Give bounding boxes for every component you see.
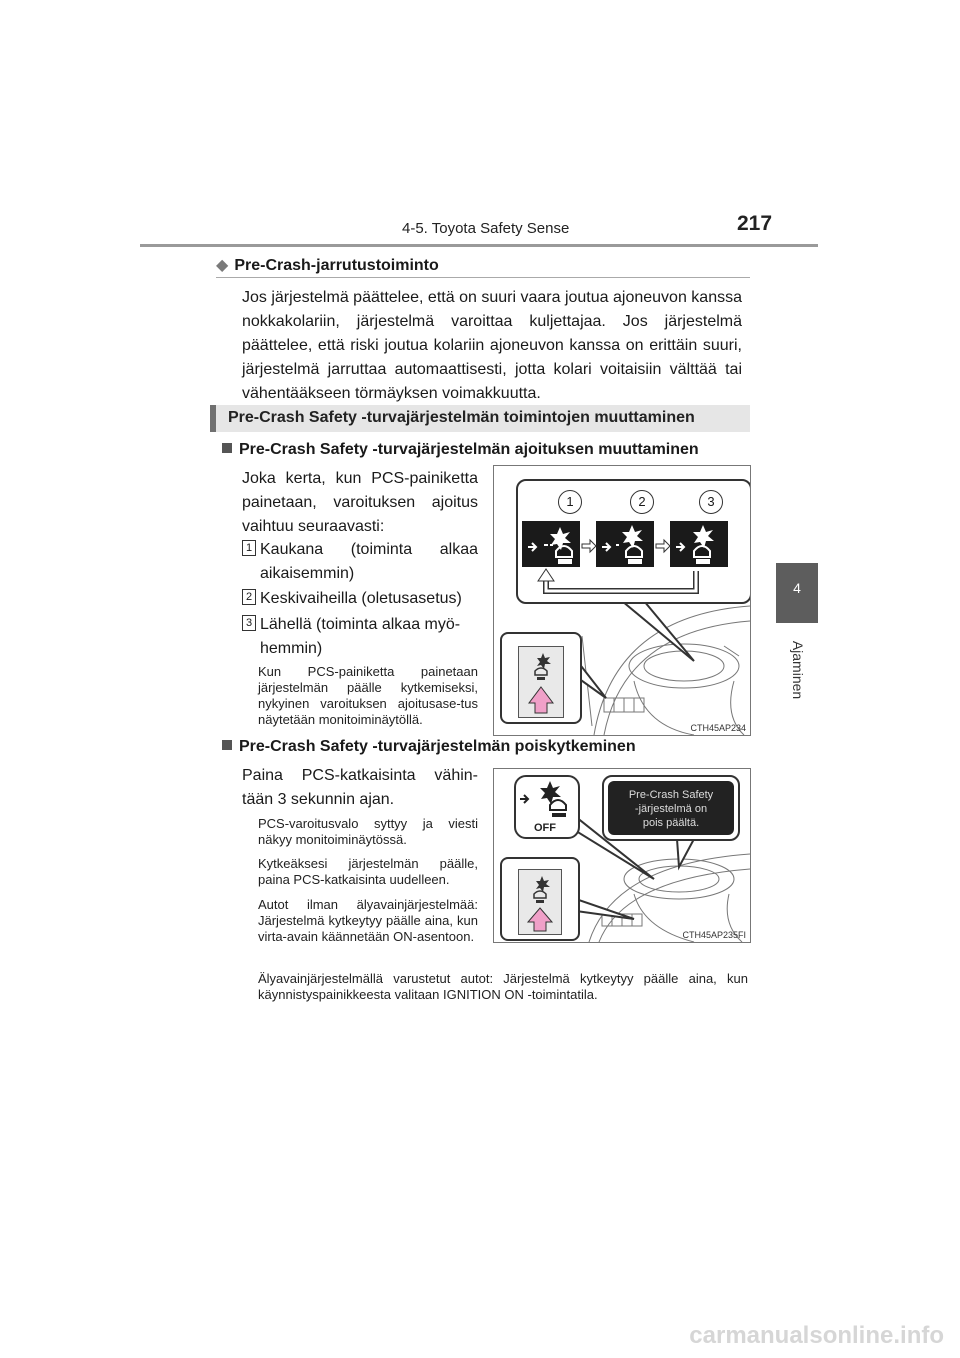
figure-caption: CTH45AP234	[690, 723, 746, 733]
timing-callout	[516, 479, 751, 604]
chapter-label: Ajaminen	[790, 640, 806, 700]
cycle-arrows-icon	[518, 481, 750, 602]
pcs-switch	[518, 646, 564, 718]
disable-note: PCS-varoitusvalo syttyy ja viesti näkyy monitoiminäytössä.	[258, 816, 478, 847]
option-text: Kaukana (toiminta alkaa aikaisemmin)	[260, 541, 478, 582]
display-line: pois päältä.	[642, 817, 700, 829]
section-heading	[210, 405, 750, 432]
brake-function-paragraph: Jos järjestelmä päättelee, että on suuri vaara joutua ajoneuvon kanssa nokkakolariin, järjestelmä varoittaa kuljettajaa. Jos järjestelmä päättelee, että riski joutua kolariin ajoneuvon kanssa on erittäin suuri, järjestelmä jarruttaa automaattisesti, jotta kolari voitaisiin välttää tai vähentääkseen törmäyksen voimakkuutta.	[242, 289, 742, 402]
display-line: -järjestelmä on	[634, 803, 708, 815]
diamond-bullet-icon: ◆	[216, 257, 229, 274]
option-number: 3	[242, 615, 256, 631]
disable-note: Kytkeäksesi järjestelmän päälle, paina PCS-katkaisinta uudelleen.	[258, 856, 478, 887]
figure-label: 2	[630, 490, 654, 514]
timing-heading	[222, 441, 699, 459]
display-line: Pre-Crash Safety	[628, 789, 714, 801]
header-rule	[140, 244, 818, 247]
page-number: 217	[737, 212, 773, 235]
disable-heading	[222, 738, 636, 756]
figure-label: 3	[699, 490, 723, 514]
display-callout	[602, 775, 740, 841]
pcs-switch	[518, 869, 562, 935]
timing-figure	[493, 465, 751, 736]
disable-full-note: Älyavainjärjestelmällä varustetut autot: Järjestelmä kytkeytyy päälle aina, kun käynnistyspainikkeesta valitaan IGNITION ON -toimintatila.	[258, 971, 748, 1002]
brake-function-title-text: Pre-Crash-jarrutustoiminto	[234, 257, 439, 274]
option-number: 1	[242, 540, 256, 556]
pcs-off-indicator	[514, 775, 580, 839]
disable-figure	[493, 768, 751, 943]
off-label: OFF	[534, 822, 556, 834]
disable-heading-text: Pre-Crash Safety -turvajärjestelmän poiskytkeminen	[239, 738, 636, 755]
brake-function-title	[216, 255, 439, 275]
pcs-switch-callout	[500, 632, 582, 724]
chapter-tab: 4	[776, 563, 818, 623]
figure-label: 1	[558, 490, 582, 514]
title-rule	[216, 277, 750, 278]
option-number: 2	[242, 589, 256, 605]
disable-note: Autot ilman älyavainjärjestelmää: Järjestelmä kytkeytyy päälle aina, kun virta-avain käännetään ON-asentoon.	[258, 897, 478, 944]
pcs-off-icon	[516, 777, 578, 837]
timing-intro: Joka kerta, kun PCS-painiketta painetaan, varoituksen ajoitus vaihtuu seuraavasti:	[242, 470, 478, 535]
option-text: Keskivaiheilla (oletusasetus)	[260, 590, 462, 607]
square-bullet-icon	[222, 740, 232, 750]
figure-caption: CTH45AP235FI	[682, 930, 746, 940]
section-heading-text: Pre-Crash Safety -turvajärjestelmän toimintojen muuttaminen	[228, 409, 695, 426]
disable-intro: Paina PCS-katkaisinta vähin-tään 3 sekunnin ajan.	[242, 767, 478, 808]
square-bullet-icon	[222, 443, 232, 453]
timing-heading-text: Pre-Crash Safety -turvajärjestelmän ajoituksen muuttaminen	[239, 441, 699, 458]
section-header: 4-5. Toyota Safety Sense	[402, 220, 570, 237]
pcs-switch-callout	[500, 857, 580, 941]
pcs-switch-icon	[519, 647, 563, 717]
pcs-switch-icon	[519, 870, 561, 934]
timing-note: Kun PCS-painiketta painetaan järjestelmän päälle kytkemiseksi, nykyinen varoituksen ajoitusase-tus näytetään monitoiminäytöllä.	[258, 664, 478, 727]
display-message	[608, 781, 734, 835]
option-text: Lähellä (toiminta alkaa myö-hemmin)	[260, 616, 461, 657]
watermark: carmanualsonline.info	[689, 1322, 944, 1349]
